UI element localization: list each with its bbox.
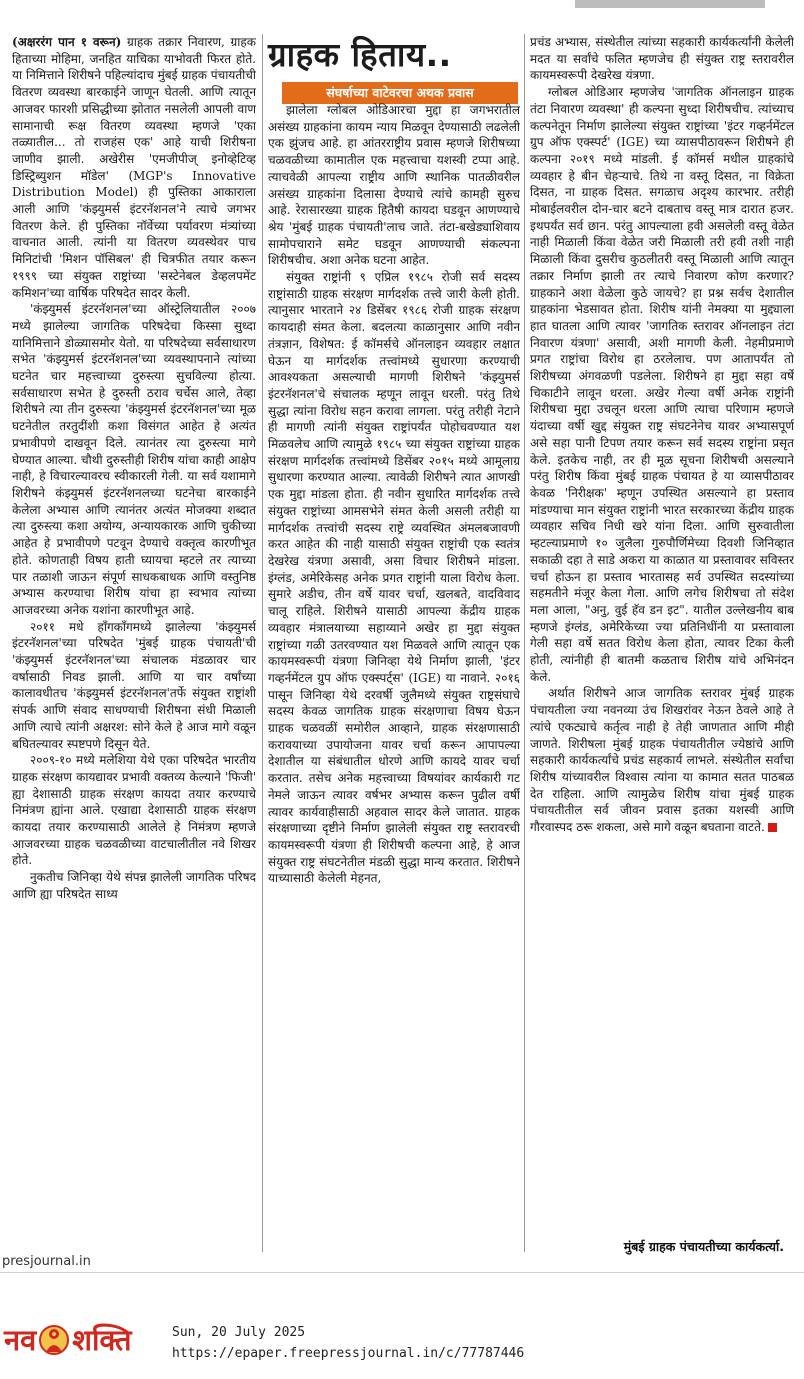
article-end-mark — [768, 823, 777, 832]
top-image-edge — [575, 0, 765, 8]
navshakti-logo — [4, 1320, 132, 1360]
epaper-url[interactable]: https://epaper.freepressjournal.in/c/77787446 — [172, 1346, 525, 1361]
paragraph-text: २०११ मधे हाँगकाँगमध्ये झालेल्या 'कंझ्युमर्स इंटरनॅशनल'च्या परिषदेत 'मुंबई ग्राहक पंचायती'ची 'कंझ्युमर्स इंटरनॅशनल'च्या संचालक मंडळावर चार वर्षासाठी निवड झाली. आणि या चार वर्षांच्या कालावधीतच 'कंझ्युमर्स इंटरनॅशनल'तर्फे संयुक्त राष्ट्रांशी संपर्क आणि संवाद साधण्याची शिरीषना संधी मिळाली आणि त्याचे त्यांनी अक्षरश: सोने केले हे आज मागे वळून बघितल्यावर स्पष्टपणे दिसून येते. — [12, 619, 256, 751]
paragraph-text: संयुक्त राष्ट्रांनी ९ एप्रिल १९८५ रोजी सर्व सदस्य राष्ट्रांसाठी ग्राहक संरक्षण मार्गदर्शक तत्त्वे जारी केली होती. त्यानुसार भारताने २४ डिसेंबर १९८६ रोजी ग्राहक संरक्षण कायदाही संमत केला. बदलत्या काळानुसार आणि नवीन तंत्रज्ञान, विशेषत: ई कॉमर्सचे ऑनलाइन व्यवहार लक्षात घेऊन या मार्गदर्शक तत्त्वांमध्ये सुधारणा करण्याची आवश्यकता असल्याची मागणी शिरीषने 'कंझ्युमर्स इंटरनॅशनल'चे संचालक म्हणून लावून धरली. परंतु तिथे सुद्धा त्यांना विरोध सहन करावा लागला. परंतु तरीही नेटाने ही मागणी त्यांनी संयुक्त राष्ट्रांपर्यंत पोहोचवण्यात यश मिळवलेच आणि त्यामुळे १९८५ च्या संयुक्त राष्ट्रांच्या ग्राहक संरक्षण मार्गदर्शक तत्त्वांमध्ये डिसेंबर २०१५ मध्ये आमूलाग्र सुधारणा करण्यात आल्या. त्यावेळी शिरीषने त्यात आणखी एक मुद्दा मांडला होता. ही नवीन सुधारित मार्गदर्शक तत्त्वे संयुक्त राष्ट्रांच्या आमसभेने संमत केली असली तरीही या मार्गदर्शक तत्त्वांची सदस्य राष्ट्रे व्यवस्थित अंमलबजावणी करत आहेत की नाही यासाठी संयुक्त राष्ट्रांची एक स्वतंत्र देखरेख यंत्रणा असावी, असा विचार शिरीषने मांडला. इंग्लंड, अमेरिकेसह अनेक प्रगत राष्ट्रांनी याला विरोध केला. सुमारे अडीच, तीन वर्षे यावर चर्चा, खलबते, वादविवाद चालू राहिले. शिरीषने यासाठी आपल्या केंद्रीय ग्राहक व्यवहार मंत्रालयाच्या सहाय्याने अखेर हा मुद्दा संयुक्त राष्ट्रांच्या गळी उतरवण्यात यश मिळवले आणि त्यातून एक कायमस्वरूपी यंत्रणा जिनिव्हा येथे निर्माण झाली, 'इंटर गव्हर्नमेंटल ग्रुप ऑफ एक्स्पर्ट्स' (IGE) या नावाने. २०१६ पासून जिनिव्हा येथे दरवर्षी जुलैमध्ये संयुक्त राष्ट्रसंघाचे सदस्य केवळ जागतिक ग्राहक संरक्षणाचा विषय घेऊन ग्राहक चळवळीं समोरील आव्हाने, ग्राहक संरक्षणासाठी करावयाच्या उपायोजना यावर चर्चा करून आपापल्या देशातील या संबंधातील धोरणे आणि कायदे यावर चर्चा करतात. तसेच अनेक महत्त्वाच्या विषयांवर कार्यकारी गट नेमले जाऊन त्यावर वर्षभर अभ्यास करून पुढील वर्षी त्यावर कार्यवाहीसाठी अहवाल सादर केले जातात. ग्राहक संरक्षणाच्या दृष्टीने निर्माण झालेली संयुक्त राष्ट्र स्तरावरची कायमस्वरूपी यंत्रणा ही शिरीषची कल्पना आहे, हे आज संयुक्त राष्ट्र संघटनेतील मंडळी सुद्धा मान्य करतात. शिरीषने याच्यासाठी केलेली मेहनत, — [268, 270, 520, 886]
site-name-fragment: presjournal.in — [2, 1254, 91, 1269]
article-paragraph — [12, 34, 256, 301]
paragraph-text: झालेला ग्लोबल ओडिआरचा मुद्दा हा जगभरातील असंख्य ग्राहकांना कायम न्याय मिळवून देण्यासाठी लढलेली एक झुंजच आहे. हा आंतरराष्ट्रीय प्रवास म्हणजे शिरीषच्या चळवळीच्या कामातील एक महत्त्वाचा यशस्वी टप्पा आहे. त्याचवेळी आपल्या राष्ट्रीय आणि स्थानिक पातळीवरील असंख्य ग्राहकांना दिलासा देण्याचे त्यांचे कामही सुरुच आहे. रेरासारख्या ग्राहक हितैषी कायदा घडवून आणण्याचे श्रेय 'मुंबई ग्राहक पंचायती'लाच जाते. तंटा-बखेड्याशिवाय सामोपचाराने समेट घडवून आणण्याची संकल्पना शिरीषचीच. अशा अनेक घटना आहेत. — [268, 103, 520, 268]
article-headline: ग्राहक हिताय.. — [268, 35, 452, 74]
paragraph-text: २००९-१० मध्ये मलेशिया येथे एका परिषदेत भारतीय ग्राहक संरक्षण कायद्यावर प्रभावी वक्तव्य केल्याने 'फिजी' ह्या देशासाठी ग्राहक संरक्षण कायदा तयार करण्याचे निमंत्रण ह्यांना आले. एखाद्या देशासाठी ग्राहक संरक्षण कायदा तयार करण्यासाठी आलेले हे निमंत्रण म्हणजे आजवरच्या ग्राहक चळवळीच्या वाटचालीतील नवे शिखर होते. — [12, 753, 256, 868]
paragraph-text: ग्राहक तक्रार निवारण, ग्राहक हिताच्या मोहिमा, जनहित याचिका याभोवती फिरत होते. या निमित्ताने शिरीषने पहिल्यांदाच मुंबई ग्राहक पंचायतीची वितरण व्यवस्था बारकाईने जाणून घेतली. आणि त्यातून आजवर फारशी प्रसिद्धीच्या झोतात नसलेली आपली वाण सामानाची रूक्ष वितरण व्यवस्था म्हणजे 'एका तळ्यातील... तो राजहंस एक' आहे याची शिरीषना जाणीव झाली. अखेरीस 'एमजीपीज् इनोव्हेटिव्ह डिस्ट्रिब्युशन मॉडेल' (MGP's Innovative Distribution Model) ही पुस्तिका आकाराला आली आणि 'कंझ्युमर्स इंटरनॅशनल'ने त्याचे जगभर वितरण केले. ही पुस्तिका नॉर्वेच्या पर्यावरण मंत्र्यांच्या वाचनात आली. त्यांनी या वितरण व्यवस्थेवर पाच मिनिटांची 'मिशन पॉसिबल' ही चित्रफीत तयार करून १९९९ च्या संयुक्त राष्ट्रांच्या 'सस्टेनेबल डेव्हलपमेंट कमिशन'च्या वार्षिक परिषदेत सादर केली. — [12, 35, 256, 300]
article-paragraph — [12, 301, 256, 618]
article-paragraph — [268, 269, 520, 887]
article-strapline: संघर्षाच्या वाटेवरचा अथक प्रवास — [282, 82, 518, 104]
article-paragraph — [12, 869, 256, 902]
author-byline: मुंबई ग्राहक पंचायतीच्या कार्यकर्त्या. — [623, 1239, 784, 1254]
column-divider — [262, 34, 263, 1252]
goddess-emblem-icon — [39, 1322, 69, 1358]
logo-word-left: नव — [4, 1323, 37, 1357]
paragraph-text: ग्लोबल ओडिआर म्हणजेच 'जागतिक ऑनलाइन ग्राहक तंटा निवारण व्यवस्था' ही कल्पना सुध्दा शिरीषचीच. त्यांच्याच कल्पनेतून निर्माण झालेल्या संयुक्त राष्ट्रांच्या 'इंटर गव्हर्नमेंटल ग्रुप ऑफ एक्स्पर्ट' (IGE) च्या व्यासपीठावरून शिरीषने ही कल्पना २०१९ मध्ये मांडली. ई कॉमर्स मधील ग्राहकांचे व्यवहार हे बीन चेहऱ्याचे. तिथे ना वस्तू दिसत, ना विक्रेता दिसत, ना ग्राहक दिसत. सगळाच अदृश्य कारभार. तरीही मोबाईलवरील दोन-चार बटने दाबताच वस्तू मात्र दारात हजर. इथपर्यंत सर्व छान. परंतु आपल्याला हवी असलेली वस्तू वेळेत नाही मिळाली किंवा वेळेत जरी मिळाली तरी हवी तशी नाही मिळाली किंवा दुसरीच कुठलीतरी वस्तू मिळाली आणि त्यातून तक्रार निर्माण झाली तर त्याचे निवारण कोण करणार? ग्राहकाने अशा वेळेला कुठे जायचे? हा प्रश्न सर्वच देशातील ग्राहकांना भेडसावत होता. शिरीष यांनी नेमक्या या मुद्द्याला हात घातला आणि त्यावर 'जागतिक स्तरावर ऑनलाइन तंटा निवारण यंत्रणा' असावी, अशी मागणी केली. नेहमीप्रमाणे प्रगत राष्ट्रांचा विरोध हा ठरलेलाच. पण आतापर्यंत तो शिरीषच्या अंगवळणी पडलेला. शिरीषने हा मुद्दा सहा वर्षे चिकाटीने लावून धरला. अखेर गेल्या वर्षी अनेक राष्ट्रांनी शिरीषचा मुद्दा उचलून धरला आणि त्याचा परिणाम म्हणजे यंदाच्या वर्षी खुद्द संयुक्त राष्ट्र संघटनेनेच यावर अभ्यासपूर्ण असे सहा पानी टिपण तयार करून सर्व सदस्य राष्ट्रांना प्रसृत केले. इतकेच नाही, तर ही मूळ सूचना शिरीषची असल्याने परंतु शिरीष किंवा मुंबई ग्राहक पंचायत हे या व्यासपीठावर केवळ 'निरीक्षक' म्हणून उपस्थित असल्याने हा प्रस्ताव मांडण्याचा मान संयुक्त राष्ट्रांनी भारत सरकारच्या केंद्रीय ग्राहक व्यवहार सचिव निधी खरे यांना दिला. आणि सुरुवातीला म्हटल्याप्रमाणे १० जुलैला गुरुपौर्णिमेच्या दिवशी जिनिव्हात सकाळी दहा ते साडे अकरा या काळात या प्रस्तावावर सविस्तर चर्चा होऊन हा प्रस्ताव भारतासह सर्व उपस्थित सदस्यांच्या सहमतीने मंजूर केला गेला. आणि लगेच शिरीषचा तो संदेश मला आला, "अनु, वुई हॅव डन इट". यातील उल्लेखनीय बाब म्हणजे इंग्लंड, अमेरिकेच्या ज्या प्रतिनिधींनी या प्रस्तावाला गेली सहा वर्षे सतत विरोध केला होता, त्यावर टिका केली होती, त्यांनीही ही बातमी कळताच शिरीष यांचे अभिनंदन केले. — [530, 85, 794, 684]
edition-date: Sun, 20 July 2025 — [172, 1325, 306, 1340]
paragraph-text: 'कंझ्युमर्स इंटरनॅशनल'च्या ऑस्ट्रेलियातील २००७ मध्ये झालेल्या जागतिक परिषदेचा किस्सा सुध्दा यानिमित्ताने डोळ्यासमोर येतो. या परिषदेच्या सर्वसाधारण सभेत 'कंझ्युमर्स इंटरनॅशनल'च्या व्यवस्थापनाने त्यांच्या घटनेत चार महत्त्वाच्या दुरुस्त्या सुचविल्या होत्या. सर्वसाधारण सभेत हे दुरुस्ती ठराव चर्चेस आले, तेव्हा शिरीषने त्या तीन दुरुस्त्या 'कंझ्युमर्स इंटरनॅशनल'च्या मूळ घटनेतील तरतुदींशी कशा विसंगत आहेत हे अत्यंत प्रभावीपणे दाखवून दिले. त्यानंतर त्या दुरुस्त्या मागे घेण्यात आल्या. चौथी दुरुस्तीही शिरीष यांचा काही आक्षेप नाही, हे विचारल्यावरच स्वीकारली गेली. या सर्व यशामागे शिरीषने कंझ्युमर्स इंटरनॅशनलच्या घटनेचा बारकाईने केलेला अभ्यास आणि त्यानंतर अत्यंत मोजक्या शब्दात त्या दुरुस्त्या कशा अयोग्य, अन्यायकारक आणि चुकीच्या आहेत हे प्रभावीपणे पटवून देण्याचे वक्तृत्व कारणीभूत होते. कोणताही विषय हाती घ्यायचा म्हटले तर त्याच्या पार तळाशी जाऊन संपूर्ण साधकबाधक आणि वस्तुनिष्ठ अभ्यास करण्याचा शिरीष यांचा हा स्वभाव त्यांच्या आजवरच्या अनेक यशांना कारणीभूत आहे. — [12, 302, 256, 617]
article-paragraph — [268, 102, 520, 269]
paragraph-text: प्रचंड अभ्यास, संस्थेतील त्यांच्या सहकारी कार्यकर्त्यांनी केलेली मदत या सर्वांचे फलित म्हणजेच ही संयुक्त राष्ट्र स्तरावरील कायमस्वरूपी देखरेख यंत्रणा. — [530, 35, 794, 83]
article-paragraph — [12, 752, 256, 869]
top-edge — [0, 0, 804, 8]
article-column-3 — [530, 34, 794, 1252]
article-paragraph — [530, 84, 794, 685]
footer-divider — [0, 1272, 804, 1273]
article-paragraph — [530, 685, 794, 835]
logo-word-right: शक्ति — [72, 1323, 132, 1357]
column-divider — [524, 34, 525, 1252]
continuation-marker: (अक्षररंग पान १ वरून) — [12, 35, 122, 49]
article — [12, 34, 794, 1252]
paragraph-text: अर्थात शिरीषने आज जागतिक स्तरावर मुंबई ग्राहक पंचायतीला ज्या नवनव्या उंच शिखरांवर नेऊन ठेवले आहे ते त्यांचे एकट्याचे कर्तृत्व नाही हे तेही जाणतात आणि मीही जाणते. शिरीषला मुंबई ग्राहक पंचायतीतील ज्येष्ठांचे आणि सहकारी कार्यकर्त्यांचे प्रचंड सहकार्य लाभले. संस्थेतील सर्वांचा शिरीष यांच्यावरील विश्वास त्यांना या कामात सतत पाठबळ देत राहिला. आणि त्यामुळेच शिरीष यांचा मुंबई ग्राहक पंचायतीतील सर्व जीवन प्रवास इतका यशस्वी आणि गौरवास्पद ठरू शकला, असे मागे वळून बघताना वाटते. — [530, 686, 794, 835]
article-column-1 — [12, 34, 256, 1252]
article-paragraph — [530, 34, 794, 84]
article-paragraph — [12, 619, 256, 753]
article-column-2 — [268, 102, 520, 1252]
paragraph-text: नुकतीच जिनिव्हा येथे संपन्न झालेली जागतिक परिषद आणि ह्या परिषदेत साध्य — [12, 870, 256, 901]
